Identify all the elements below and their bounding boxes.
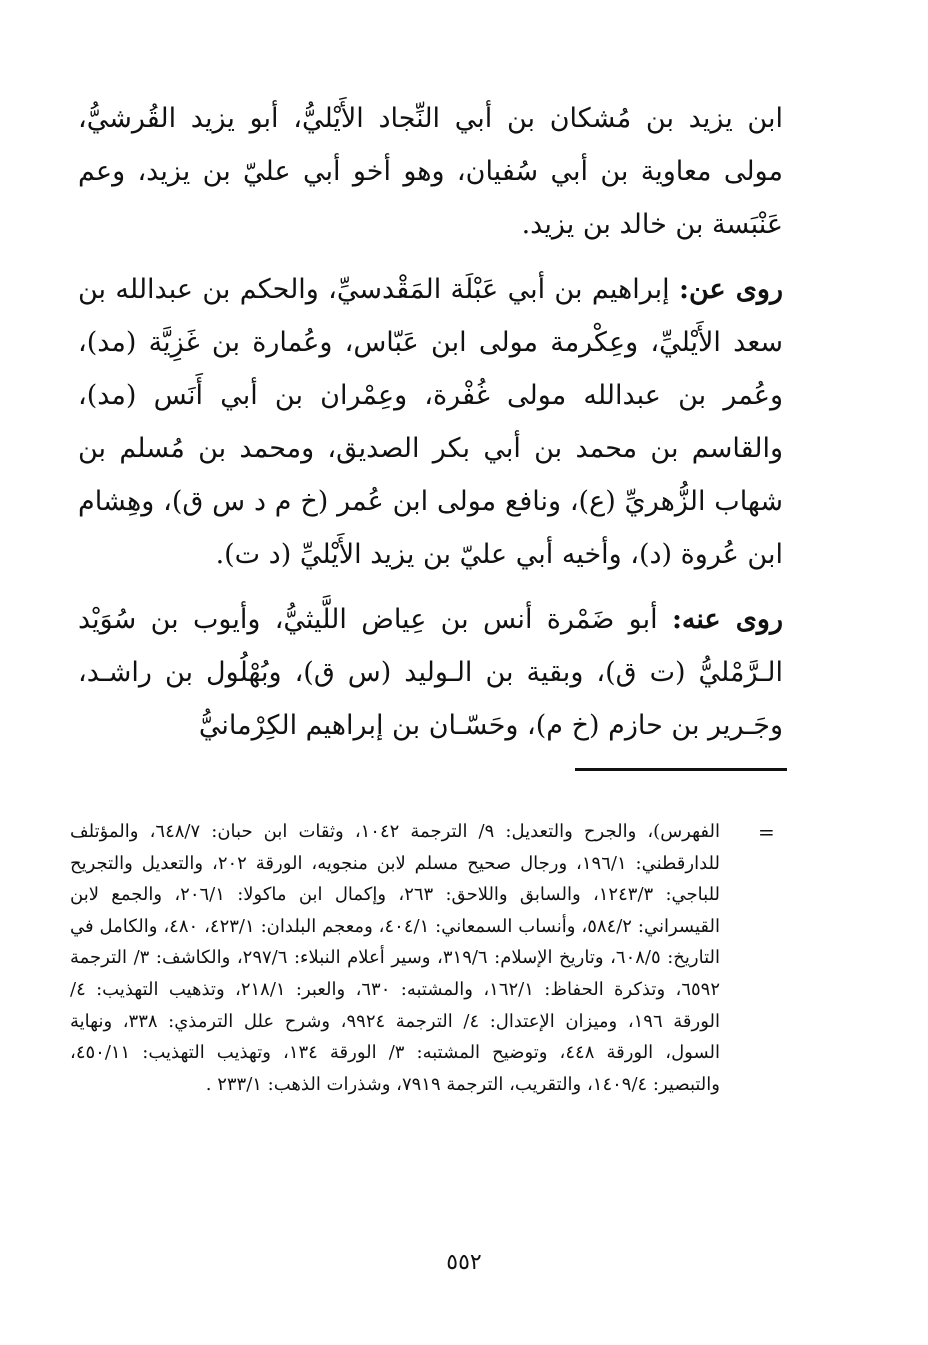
narrated-by-paragraph <box>78 593 783 752</box>
narrated-from-paragraph <box>78 263 783 581</box>
narrated-from-text: إبراهيم بن أبي عَبْلَة المَقْدسيِّ، والحكم بن عبدالله بن سعد الأَيْليِّ، وعِكْرمة مولى ابن عَبّاس، وعُمارة بن غَزِيَّة (مد)، وعُمر بن عبدالله مولى غُفْرة، وعِمْران بن أبي أَنَس (مد)، والقاسم بن محمد بن أبي بكر الصديق، ومحمد بن مُسلم بن شهاب الزُّهريِّ (ع)، ونافع مولى ابن عُمر (خ م د س ق)، وهِشام ابن عُروة (د)، وأخيه أبي عليّ بن يزيد الأَيْليِّ (د ت). <box>78 274 783 570</box>
narrated-by-text: أبو ضَمْرة أنس بن عِياض اللَّيثيُّ، وأيوب بن سُوَيْد الـرَّمْليُّ (ت ق)، وبقية بن الـوليد (س ق)، وبُهْلُول بن راشـد، وجَـرير بن حازم (خ م)، وحَسّـان بن إبراهيم الكِرْمانيُّ <box>78 604 783 741</box>
main-text <box>78 92 783 752</box>
footnote-continuation-mark: = <box>758 820 775 844</box>
page-number: ٥٥٢ <box>446 1250 482 1275</box>
biography-paragraph <box>78 92 783 251</box>
footnote-text: الفهرس)، والجرح والتعديل: ٩/ الترجمة ١٠٤٢، وثقات ابن حبان: ٦٤٨/٧، والمؤتلف للدارقطني: ١٩٦/١، ورجال صحيح مسلم لابن منجويه، الورقة ٢٠٢، والتعديل والتجريح للباجي: ١٢٤٣/٣، والسابق واللاحق: ٢٦٣، وإكمال ابن ماكولا: ٢٠٦/١، والجمع لابن القيسراني: ٥٨٤/٢، وأنساب السمعاني: ٤٠٤/١، ومعجم البلدان: ٤٢٣/١، ٤٨٠، والكامل في التاريخ: ٦٠٨/٥، وتاريخ الإسلام: ٣١٩/٦، وسير أعلام النبلاء: ٢٩٧/٦، والكاشف: ٣/ الترجمة ٦٥٩٢، وتذكرة الحفاظ: ١٦٢/١، والمشتبه: ٦٣٠، والعبر: ٢١٨/١، وتذهيب التهذيب: ٤/ الورقة ١٩٦، وميزان الإعتدال: ٤/ الترجمة ٩٩٢٤، وشرح علل الترمذي: ٣٣٨، ونهاية السول، الورقة ٤٤٨، وتوضيح المشتبه: ٣/ الورقة ١٣٤، وتهذيب التهذيب: ٤٥٠/١١، والتبصير: ١٤٠٩/٤، والتقريب، الترجمة ٧٩١٩، وشذرات الذهب: ٢٣٣/١ . <box>70 821 721 1095</box>
footnote-divider <box>575 768 787 771</box>
narrated-from-heading: روى عن: <box>678 274 783 305</box>
biography-text: ابن يزيد بن مُشكان بن أبي النِّجاد الأَيْليُّ، أبو يزيد القُرشيُّ، مولى معاوية بن أبي سُفيان، وهو أخو أبي عليّ بن يزيد، وعم عَنْبَسة بن خالد بن يزيد. <box>78 103 783 240</box>
narrated-by-heading: روى عنه: <box>671 604 783 635</box>
